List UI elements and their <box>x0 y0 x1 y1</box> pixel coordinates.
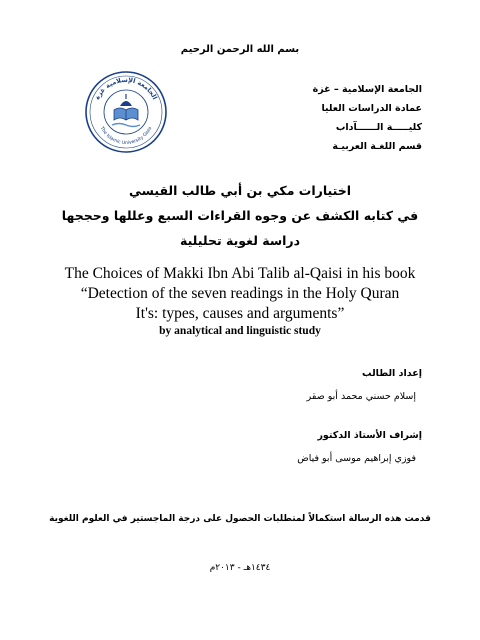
arabic-title-line-3: دراسة لغوية تحليلية <box>179 233 301 248</box>
university-name: الجامعة الإسلامية – غزة <box>312 84 422 95</box>
university-seal-icon <box>84 70 168 154</box>
english-title-line-2: “Detection of the seven readings in the Holy Quran <box>80 285 400 302</box>
arabic-title-line-1: اختيارات مكي بن أبي طالب القيسي <box>128 183 352 198</box>
submission-date: ١٤٣٤هـ - ٢٠١٣م <box>209 563 271 573</box>
english-subtitle: by analytical and linguistic study <box>159 325 321 337</box>
seal-english-text: The Islamic University Gaza <box>98 126 154 147</box>
institution-header <box>313 80 422 156</box>
english-title-line-3: It's: types, causes and arguments” <box>135 305 345 322</box>
english-title-line-1: The Choices of Makki Ibn Abi Talib al-Qaisi in his book <box>64 265 416 282</box>
submission-statement: قدمت هذه الرسالة استكمالاً لمتطلبات الحصول على درجة الماجستير في العلوم اللغوية <box>49 514 431 524</box>
supervisor-label: إشراف الأستاذ الدكتور <box>317 430 422 441</box>
basmala: بسم الله الرحمن الرحيم <box>180 44 300 55</box>
student-name: إسلام حسني محمد أبو صقر <box>306 391 416 402</box>
supervisor-name: فوزي إبراهيم موسى أبو فياض <box>297 453 416 464</box>
arabic-title <box>0 178 480 253</box>
seal-arabic-text: الجامعة الإسلامية غزة <box>93 75 159 101</box>
arabic-title-line-2: في كتابه الكشف عن وجوه القراءات السبع وعللها وحججها <box>61 208 419 223</box>
deanship-name: عمادة الدراسات العليا <box>321 103 422 114</box>
department-name: قسم اللغـة العربيـة <box>332 141 422 152</box>
english-title <box>0 264 480 324</box>
student-label: إعداد الطالب <box>362 368 422 379</box>
faculty-name: كليـــــة الــــــآداب <box>335 122 422 133</box>
